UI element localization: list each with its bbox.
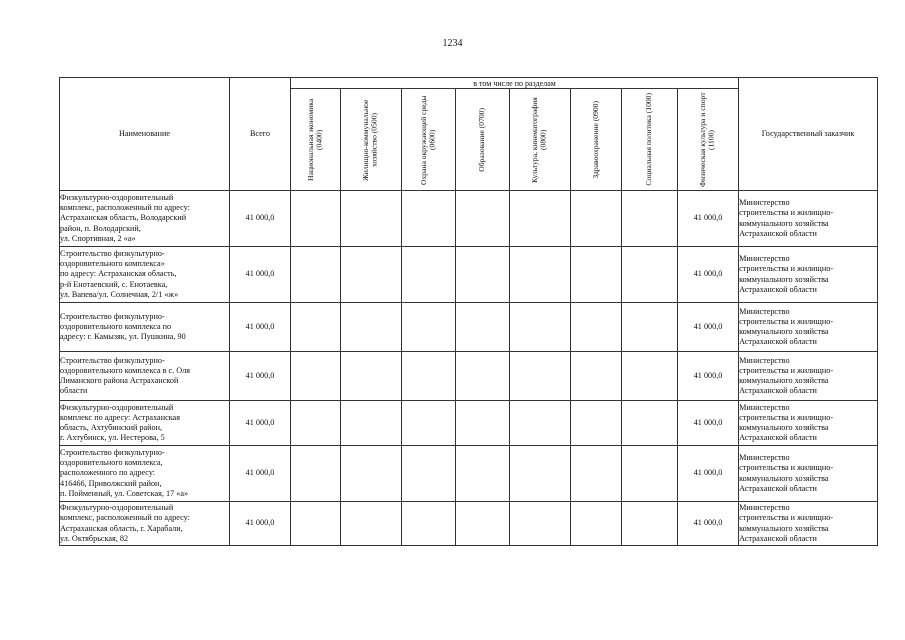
cell-0600 xyxy=(402,303,456,352)
row-customer: Министерство строительства и жилищно- коммунального хозяйства Астраханской области xyxy=(739,352,878,401)
cell-1100: 41 000,0 xyxy=(678,191,739,247)
section-0400-label: Национальная экономика (0400) xyxy=(305,98,324,181)
column-group-header-sections: в том числе по разделам xyxy=(291,78,739,89)
table-row xyxy=(60,303,878,352)
row-total: 41 000,0 xyxy=(230,247,291,303)
section-0900-label: Здравоохранение (0900) xyxy=(590,100,600,179)
cell-0400 xyxy=(291,247,341,303)
cell-1100: 41 000,0 xyxy=(678,502,739,546)
table-row xyxy=(60,247,878,303)
cell-0700 xyxy=(456,303,510,352)
row-name: Физкультурно-оздоровительный комплекс по адресу: Астраханская область, Ахтубинский район, г. Ахтубинск, ул. Нестерова, 5 xyxy=(60,401,230,446)
cell-1000 xyxy=(622,352,678,401)
page-number: 1234 xyxy=(442,38,463,49)
cell-0400 xyxy=(291,502,341,546)
cell-0800 xyxy=(510,446,571,502)
cell-0600 xyxy=(402,191,456,247)
section-1000-label: Социальная политика (1000) xyxy=(644,93,654,186)
column-header-section-0600 xyxy=(402,89,456,191)
section-0500-label: Жилищно-коммунальное хозяйство (0500) xyxy=(361,98,379,181)
cell-0700 xyxy=(456,191,510,247)
cell-1000 xyxy=(622,303,678,352)
row-total: 41 000,0 xyxy=(230,303,291,352)
column-header-section-0500 xyxy=(341,89,402,191)
row-name: Физкультурно-оздоровительный комплекс, расположенный по адресу: Астраханская область, г. Харабали, ул. Октябрьская, 82 xyxy=(60,502,230,546)
cell-0900 xyxy=(571,352,622,401)
row-customer: Министерство строительства и жилищно- коммунального хозяйства Астраханской области xyxy=(739,303,878,352)
column-header-section-1000 xyxy=(622,89,678,191)
section-1100-label: Физическая культура и спорт (1100) xyxy=(698,92,717,187)
table-row xyxy=(60,401,878,446)
column-header-section-0900 xyxy=(571,89,622,191)
cell-1000 xyxy=(622,401,678,446)
table-row xyxy=(60,352,878,401)
budget-table xyxy=(59,77,878,546)
cell-0900 xyxy=(571,401,622,446)
cell-0500 xyxy=(341,303,402,352)
column-header-name: Наименование xyxy=(60,78,230,191)
cell-1000 xyxy=(622,446,678,502)
row-name: Строительство физкультурно- оздоровительного комплекса в с. Оля Лиманского района Астраханской области xyxy=(60,352,230,401)
column-header-section-0400 xyxy=(291,89,341,191)
row-name: Строительство физкультурно- оздоровительного комплекса, расположенного по адресу: 416466, Приволжский район, п. Пойменный, ул. Советская, 17 «а» xyxy=(60,446,230,502)
row-name: Физкультурно-оздоровительный комплекс, расположенный по адресу: Астраханская область, Володарский район, п. Володарский, ул. Спортивная, 2 «а» xyxy=(60,191,230,247)
cell-0500 xyxy=(341,352,402,401)
cell-1100: 41 000,0 xyxy=(678,247,739,303)
section-0700-label: Образование (0700) xyxy=(477,107,487,172)
section-0600-label: Охрана окружающей среды (0600) xyxy=(418,94,437,185)
cell-0700 xyxy=(456,352,510,401)
cell-0900 xyxy=(571,303,622,352)
cell-0800 xyxy=(510,247,571,303)
row-name: Строительство физкультурно- оздоровительного комплекса» по адресу: Астраханская область, р-й Енотаевский, с. Енотаевка, ул. Вапева/ул. Солнечная, 2/1 «ж» xyxy=(60,247,230,303)
row-customer: Министерство строительства и жилищно- коммунального хозяйства Астраханской области xyxy=(739,401,878,446)
cell-1100: 41 000,0 xyxy=(678,401,739,446)
table-row xyxy=(60,502,878,546)
cell-0900 xyxy=(571,247,622,303)
cell-1100: 41 000,0 xyxy=(678,303,739,352)
cell-0900 xyxy=(571,446,622,502)
row-total: 41 000,0 xyxy=(230,401,291,446)
cell-0600 xyxy=(402,446,456,502)
cell-0800 xyxy=(510,191,571,247)
cell-0800 xyxy=(510,352,571,401)
column-header-section-1100 xyxy=(678,89,739,191)
cell-0500 xyxy=(341,502,402,546)
cell-1000 xyxy=(622,191,678,247)
cell-0500 xyxy=(341,401,402,446)
cell-0700 xyxy=(456,502,510,546)
cell-0800 xyxy=(510,502,571,546)
row-name: Строительство физкультурно- оздоровительного комплекса по адресу: г. Камызяк, ул. Пушкина, 90 xyxy=(60,303,230,352)
cell-0700 xyxy=(456,247,510,303)
row-customer: Министерство строительства и жилищно- коммунального хозяйства Астраханской области xyxy=(739,502,878,546)
cell-1000 xyxy=(622,502,678,546)
cell-1100: 41 000,0 xyxy=(678,446,739,502)
cell-0600 xyxy=(402,502,456,546)
cell-0400 xyxy=(291,191,341,247)
column-header-customer: Государственный заказчик xyxy=(739,78,878,191)
row-total: 41 000,0 xyxy=(230,446,291,502)
cell-1000 xyxy=(622,247,678,303)
cell-0400 xyxy=(291,401,341,446)
cell-0900 xyxy=(571,502,622,546)
column-header-section-0700 xyxy=(456,89,510,191)
row-total: 41 000,0 xyxy=(230,191,291,247)
cell-0600 xyxy=(402,247,456,303)
cell-0500 xyxy=(341,191,402,247)
cell-0400 xyxy=(291,303,341,352)
section-0800-label: Культура, кинематография (0800) xyxy=(530,96,548,183)
row-total: 41 000,0 xyxy=(230,502,291,546)
cell-0600 xyxy=(402,401,456,446)
cell-0500 xyxy=(341,446,402,502)
cell-0400 xyxy=(291,446,341,502)
cell-0700 xyxy=(456,446,510,502)
cell-0800 xyxy=(510,401,571,446)
row-customer: Министерство строительства и жилищно- коммунального хозяйства Астраханской области xyxy=(739,247,878,303)
cell-0800 xyxy=(510,303,571,352)
row-total: 41 000,0 xyxy=(230,352,291,401)
cell-0400 xyxy=(291,352,341,401)
cell-1100: 41 000,0 xyxy=(678,352,739,401)
column-header-total: Всего xyxy=(230,78,291,191)
column-header-section-0800 xyxy=(510,89,571,191)
cell-0600 xyxy=(402,352,456,401)
row-customer: Министерство строительства и жилищно- коммунального хозяйства Астраханской области xyxy=(739,446,878,502)
cell-0900 xyxy=(571,191,622,247)
table-row xyxy=(60,446,878,502)
cell-0700 xyxy=(456,401,510,446)
cell-0500 xyxy=(341,247,402,303)
row-customer: Министерство строительства и жилищно- коммунального хозяйства Астраханской области xyxy=(739,191,878,247)
table-row xyxy=(60,191,878,247)
